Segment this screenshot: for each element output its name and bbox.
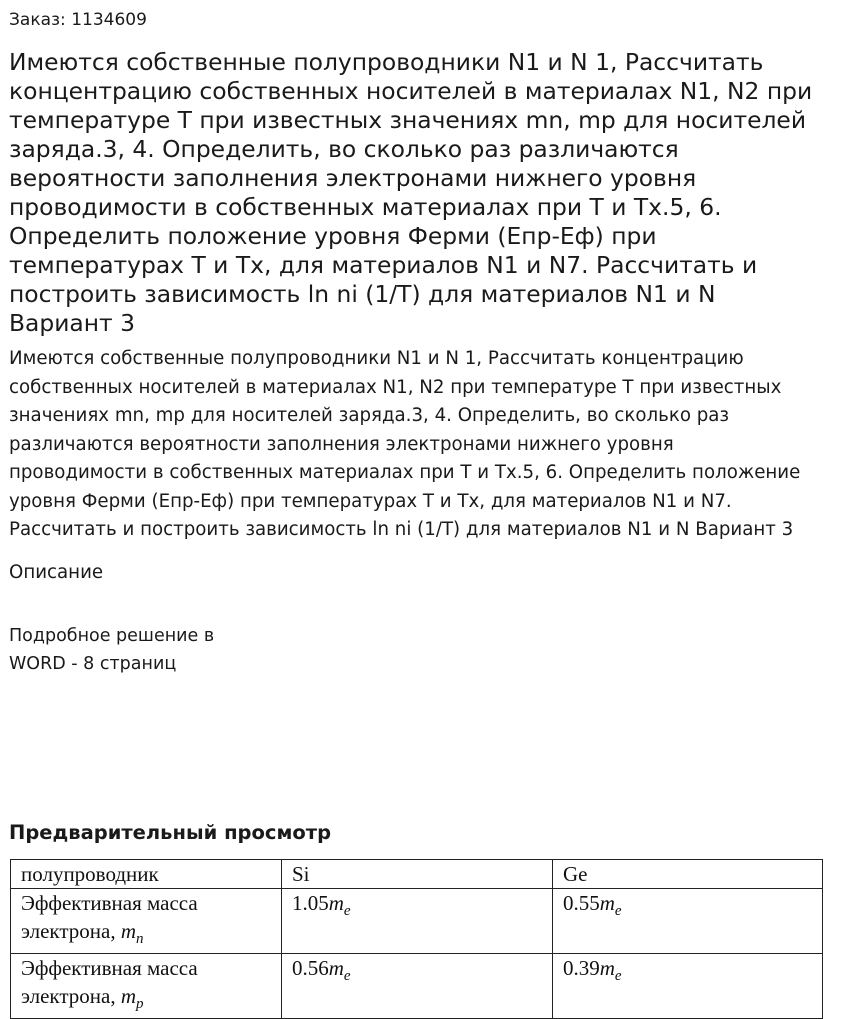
body-line: уровня Ферми (Епр-Еф) при температурах Т и Тх, для материалов N1 и N7. bbox=[9, 490, 732, 512]
task-body-text bbox=[9, 345, 837, 545]
ge-value-cell bbox=[553, 889, 823, 954]
title-line: концентрацию собственных носителей в материалах N1, N2 при bbox=[9, 77, 813, 105]
row-label-cell bbox=[11, 954, 282, 1019]
title-line: Определить положение уровня Ферми (Епр-Еф) при bbox=[9, 222, 657, 250]
header-cell-semiconductor: полупроводник bbox=[11, 860, 282, 889]
order-value: 1134609 bbox=[71, 10, 147, 30]
description-text bbox=[9, 622, 214, 678]
document-title bbox=[9, 48, 837, 338]
ge-value: 0.39 bbox=[563, 956, 600, 981]
unit-subscript: e bbox=[343, 968, 351, 985]
title-line: температуре Т при известных значениях mn, mp для носителей bbox=[9, 106, 807, 134]
title-line: заряда.3, 4. Определить, во сколько раз различаются bbox=[9, 135, 679, 163]
preview-heading: Предварительный просмотр bbox=[9, 821, 332, 844]
unit-symbol: m bbox=[599, 956, 615, 981]
si-value-cell bbox=[282, 954, 553, 1019]
body-line: проводимости в собственных материалах при Т и Тх.5, 6. Определить положение bbox=[9, 462, 801, 483]
mass-subscript: p bbox=[136, 996, 144, 1013]
unit-symbol: m bbox=[599, 891, 615, 915]
si-value: 1.05 bbox=[292, 891, 329, 915]
mass-symbol: m bbox=[120, 984, 137, 1009]
row-label-cell bbox=[11, 889, 282, 954]
title-line: вероятности заполнения электронами нижнего уровня bbox=[9, 164, 697, 192]
body-line: значениях mn, mp для носителей заряда.3, 4. Определить, во сколько раз bbox=[9, 405, 730, 426]
table-row bbox=[11, 889, 823, 954]
title-line: проводимости в собственных материалах при Т и Тх.5, 6. bbox=[9, 193, 722, 221]
ge-value: 0.55 bbox=[563, 891, 600, 915]
title-line: Имеются собственные полупроводники N1 и N 1, Рассчитать bbox=[9, 48, 764, 76]
title-line: Вариант 3 bbox=[9, 309, 135, 337]
mass-subscript: n bbox=[136, 931, 144, 948]
row-label-line1: Эффективная масса bbox=[21, 891, 198, 915]
unit-symbol: m bbox=[328, 891, 344, 915]
row-label-line2: электрона, bbox=[21, 984, 121, 1009]
ge-value-cell bbox=[553, 954, 823, 1019]
order-label: Заказ: bbox=[9, 10, 66, 30]
row-label-line1: Эффективная масса bbox=[21, 956, 198, 981]
si-value: 0.56 bbox=[292, 956, 329, 981]
body-line: Рассчитать и построить зависимость ln ni (1/T) для материалов N1 и N Вариант 3 bbox=[9, 519, 794, 540]
unit-subscript: e bbox=[343, 903, 351, 920]
unit-subscript: e bbox=[614, 903, 622, 920]
title-line: построить зависимость ln ni (1/T) для материалов N1 и N bbox=[9, 280, 716, 308]
si-value-cell bbox=[282, 889, 553, 954]
unit-subscript: e bbox=[614, 968, 622, 985]
description-line: Подробное решение в bbox=[9, 626, 215, 646]
row-label-line2: электрона, bbox=[21, 919, 121, 943]
description-line: WORD - 8 страниц bbox=[9, 654, 177, 674]
title-line: температурах Т и Тх, для материалов N1 и N7. Рассчитать и bbox=[9, 251, 758, 279]
unit-symbol: m bbox=[328, 956, 344, 981]
body-line: Имеются собственные полупроводники N1 и N 1, Рассчитать концентрацию bbox=[9, 348, 744, 369]
preview-table bbox=[10, 859, 823, 1019]
header-cell-si: Si bbox=[282, 860, 553, 889]
table-header-row bbox=[11, 860, 823, 889]
order-number bbox=[9, 10, 147, 30]
mass-symbol: m bbox=[120, 919, 137, 943]
description-heading: Описание bbox=[9, 562, 104, 583]
header-cell-ge: Ge bbox=[553, 860, 823, 889]
table-row bbox=[11, 954, 823, 1019]
body-line: собственных носителей в материалах N1, N2 при температуре Т при известных bbox=[9, 376, 782, 398]
body-line: различаются вероятности заполнения электронами нижнего уровня bbox=[9, 433, 674, 455]
